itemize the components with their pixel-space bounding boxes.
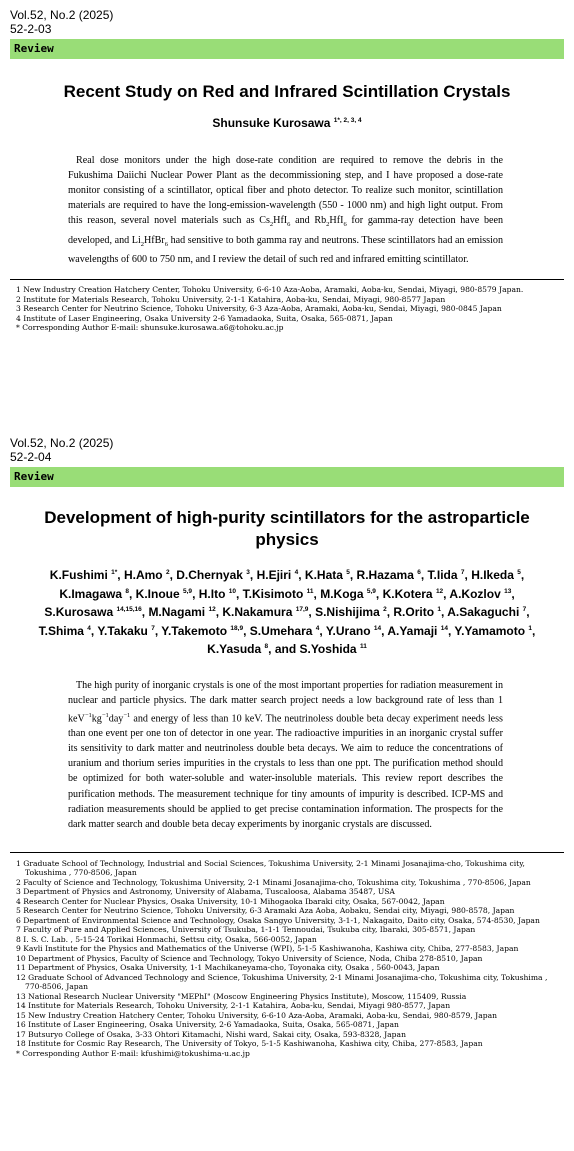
author-name: K.Fushimi (49, 568, 112, 582)
author-name: A.Sakaguchi (447, 605, 523, 619)
author-name: T.Iida (427, 568, 461, 582)
affiliation: 3 Research Center for Neutrino Science, Tohoku University, 6-3 Aza-Aoba, Aramaki, Aoba-ku, Sendai, Miyagi, 980-0845 Japan (16, 304, 502, 314)
author-affiliation-marks: 14 (440, 624, 448, 632)
author-name: H.Ikeda (471, 568, 518, 582)
author-name: S.Yoshida (299, 642, 360, 656)
affiliation: 7 Faculty of Pure and Applied Sciences, University of Tsukuba, 1-1-1 Tennoudai, Tsukuba city, Ibaraki, 305-8571, Japan (16, 925, 476, 935)
article-title: Development of high-purity scintillators for the astroparticle physics (44, 508, 530, 549)
article-1 (0, 8, 574, 333)
author-separator: , (268, 642, 275, 656)
author-separator: , (313, 586, 321, 601)
article-code: 52-2-03 (10, 22, 52, 36)
author-name: T.Shima (38, 623, 88, 638)
author-separator: , (447, 623, 455, 638)
divider (10, 852, 564, 853)
author-separator: , (349, 568, 357, 582)
author-affiliation-marks: 4 (294, 569, 299, 576)
author-affiliation-marks: 4 (87, 624, 91, 632)
abstract: Real dose monitors under the high dose-rate condition are required to remove the debris in the Fukushima Daiichi Nuclear Power Plant as the decommissioning step, and I have proposed a dose-rate monitor consisting of a scintillator, optical fiber and photo detector. To realize such monitor, scintillation materials are required to have the long-emission-wavelength (550 - 1000 nm) and high light output. From this reason, several novel materials such as $Cs_2HfI_6$ and $Rb_2HfI_6$ for gamma-ray detection have been developed, and $Li_2HfBr_6$ had sensitive to both gamma ray and neutrons. These scintillators had an emission wavelengths of 600 to 750 nm, and I review the detail of such red and infrared emitting scintillator. (68, 154, 504, 265)
article-title: Recent Study on Red and Infrared Scintillation Crystals (63, 82, 511, 101)
author-affiliation-marks: 13 (504, 587, 512, 595)
category-label: Review (14, 42, 54, 55)
author-affiliation-marks: 2 (165, 569, 170, 576)
author-separator: , (511, 586, 515, 601)
author-affiliation-marks: 1 (437, 606, 442, 613)
author-name: D.Chernyak (176, 568, 247, 582)
author-name: K.Imagawa (59, 586, 126, 601)
author-separator: , (464, 568, 472, 582)
author-affiliation-marks: 17,9 (295, 606, 309, 613)
author-separator: , (169, 568, 177, 582)
author-separator: , (319, 623, 326, 638)
author-name: H.Amo (123, 568, 166, 582)
author-affiliation-marks: 8 (125, 587, 129, 595)
author-name: S.Nishijima (315, 605, 384, 619)
author-separator: , (386, 605, 394, 619)
volume-label: Vol.52, No.2 (2025) (10, 8, 114, 22)
author-separator: , (308, 605, 316, 619)
author-affiliation-marks: 5 (346, 569, 350, 576)
author-separator: , (520, 568, 525, 582)
author-name: M.Nagami (148, 605, 209, 619)
author-name: K.Yasuda (207, 642, 265, 656)
affiliation: 2 Institute for Materials Research, Tohoku University, 2-1-1 Katahira, Aoba-ku, Sendai, Miyagi, 980-8577 Japan (16, 294, 446, 304)
affiliation: 10 Department of Physics, Faculty of Science and Technology, Tokyo University of Science, Noda, Chiba 278-8510, Japan (16, 953, 483, 963)
author-affiliation-marks: 5,9 (183, 587, 193, 595)
author-name: S.Umehara (249, 623, 316, 638)
author-affiliation-marks: 7 (460, 569, 465, 576)
affiliation: 15 New Industry Creation Hatchery Center, Tohoku University, 6-6-10 Aza-Aoba, Aramaki, Aoba-ku, Sendai, 980-8579, Japan (16, 1010, 498, 1020)
author-affiliation-marks: 7 (522, 606, 527, 613)
article-code: 52-2-04 (10, 450, 52, 464)
author-name: R.Hazama (356, 568, 418, 582)
author-name: Shunsuke Kurosawa (212, 116, 331, 130)
author-name: M.Koga (320, 586, 367, 601)
author-separator: , (249, 568, 257, 582)
affiliation: 4 Institute of Laser Engineering, Osaka University 2-6 Yamadaoka, Suita, Osaka, 565-0871, Japan (16, 313, 393, 323)
author-name: H.Ejiri (256, 568, 295, 582)
affiliation: 8 I. S. C. Lab. , 5-15-24 Torikai Honmachi, Settsu city, Osaka, 566-0052, Japan (16, 934, 317, 944)
author-name: Y.Urano (325, 623, 374, 638)
author-affiliation-marks: 12 (435, 587, 444, 595)
affiliation: 6 Department of Environmental Science and Technology, Osaka Sangyo University, 3-1-1, Nakagaito, Daito city, Osaka, 574-8530, Japan (16, 915, 540, 925)
author-and: and (274, 642, 300, 656)
author-affiliation-marks: 14,15,16 (116, 606, 142, 613)
author-affiliation-marks: 12 (208, 606, 216, 613)
affiliation: 16 Institute of Laser Engineering, Osaka University, 2-6 Yamadaoka, Suita, Osaka, 565-0871, Japan (16, 1020, 399, 1030)
affiliation: 11 Department of Physics, Osaka University, 1-1 Machikaneyama-cho, Toyonaka city, Osaka , 560-0043, Japan (16, 963, 440, 973)
author-separator: , (443, 586, 450, 601)
author-separator: , (154, 623, 162, 638)
article-2 (0, 436, 574, 1058)
author-affiliation-marks: 14 (373, 624, 382, 632)
author-affiliation-marks: 10 (228, 587, 236, 595)
author-separator: , (235, 586, 243, 601)
author-name: Y.Takemoto (161, 623, 231, 638)
author-affiliation-marks: 6 (417, 569, 421, 576)
author-name: A.Kozlov (449, 586, 505, 601)
author-separator: , (526, 605, 530, 619)
author-affiliation-marks: 7 (151, 624, 155, 632)
author-affiliation-marks: 5,9 (366, 587, 376, 595)
corresponding-author: * Corresponding Author E-mail: shunsuke.kurosawa.a6@tohoku.ac.jp (16, 323, 284, 333)
abstract: The high purity of inorganic crystals is one of the most important properties for radiation measurement in nuclear and particle physics. The dark matter search project needs a low background rate of less than 1 $keV^{-1}kg^{-1}day^{-1}$ and energy of less than 10 keV. The neutrinoless double beta decay experiment needs less than one event per one ton of detector in one year. The radioactive impurities in an inorganic crystal suffer its sensitivity to dark matter and neutrinoless double beta decays. We aim to reduce the concentrations of uranium and thorium series impurities in the crystals to less than one ppt. The purification method should be optimized for both water-soluble and water-insoluble materials. This review report describes the purification methods. The measurement technique for tiny amounts of impurity is described. ICP-MS and radiation measurements should be applied to get precise contamination information. The prospects for the dark matter search and double beta decay experiments by inorganic crystals are discussed. (68, 679, 503, 830)
author-name: S.Kurosawa (44, 605, 117, 619)
author-separator: , (117, 568, 124, 582)
author-name: K.Hata (304, 568, 347, 582)
author-affiliation-marks: 11 (359, 643, 367, 650)
author-affiliation-marks: 5 (517, 569, 521, 576)
corresponding-author: * Corresponding Author E-mail: kfushimi@tokushima-u.ac.jp (16, 1048, 250, 1058)
category-bar (10, 467, 564, 487)
author-name: Y.Takaku (97, 623, 152, 638)
affiliation: 9 Kavli Institute for the Physics and Mathematics of the Universe (WPI), 5-1-5 Kashiwanoha, Kashiwa city, Chiba, 277-8583, Japan (16, 944, 519, 954)
author-name: K.Inoue (135, 586, 184, 601)
author-affiliation-marks: 1* (111, 569, 118, 576)
affiliation: 2 Faculty of Science and Technology, Tokushima University, 2-1 Minami Josanajima-cho, Tokushima city, Tokushima , 770-8506, Japan (16, 877, 531, 887)
affiliation: 14 Institute for Materials Research, Tohoku University, 2-1-1 Katahira, Aoba-ku, Sendai, Miyagi 980-8577, Japan (16, 1001, 451, 1011)
affiliation: 4 Research Center for Nuclear Physics, Osaka University, 10-1 Mihogaoka Ibaraki city, Osaka, 567-0042, Japan (16, 896, 445, 906)
author-separator: , (298, 568, 305, 582)
category-label: Review (14, 470, 54, 483)
author-name: H.Ito (198, 586, 229, 601)
category-bar (10, 39, 564, 59)
author-separator: , (532, 623, 536, 638)
author-separator: , (375, 586, 383, 601)
author-affiliation-marks: 8 (264, 643, 269, 650)
author-affiliation-marks: 1 (528, 624, 533, 632)
author-separator: , (192, 586, 199, 601)
author-name: K.Nakamura (222, 605, 296, 619)
affiliation: 5 Research Center for Neutrino Science, Tohoku University, 6-3 Aramaki Aza Aoba, Aobaku, Sendai city, Miyagi, 980-8578, Japan (16, 906, 515, 916)
affiliation: 12 Graduate School of Advanced Technology and Science, Tokushima University, 2-1 Minami Josanajima-cho, Tokushima city, Tokushima , 770-8506, Japan (16, 972, 548, 992)
affiliation-list (16, 285, 564, 333)
author-affiliation-marks: 3 (246, 569, 250, 576)
author-separator: , (420, 568, 428, 582)
divider (10, 279, 564, 280)
author-separator: , (381, 623, 388, 638)
author-affiliation-marks: 2 (383, 606, 387, 613)
affiliation: 13 National Research Nuclear University "MEPhI" (Moscow Engineering Physics Institute), Moscow, 115409, Russia (16, 991, 467, 1001)
author-separator: , (129, 586, 136, 601)
author-line (24, 113, 550, 132)
affiliation-list (16, 859, 564, 1059)
author-list (24, 565, 550, 658)
author-separator: , (215, 605, 223, 619)
author-affiliation-marks: 18,9 (230, 624, 244, 632)
affiliation: 18 Institute for Cosmic Ray Research, The University of Tokyo, 5-1-5 Kashiwanoha, Kashiwa city, Chiba, 277-8583, Japan (16, 1039, 483, 1049)
author-name: A.Yamaji (387, 623, 441, 638)
author-affiliation-marks: 4 (315, 624, 320, 632)
author-name: K.Kotera (382, 586, 436, 601)
affiliation: 17 Butsuryo College of Osaka, 3-33 Ohtori Kitamachi, Nishi ward, Sakai city, Osaka, 593-8328, Japan (16, 1029, 406, 1039)
author-affiliation-marks: 1*, 2, 3, 4 (333, 117, 362, 124)
author-separator: , (243, 623, 250, 638)
author-name: R.Orito (393, 605, 438, 619)
affiliation: 3 Department of Physics and Astronomy, University of Alabama, Tuscaloosa, Alabama 35487, USA (16, 887, 395, 897)
author-name: T.Kisimoto (242, 586, 307, 601)
author-separator: , (441, 605, 448, 619)
affiliation: 1 Graduate School of Technology, Industrial and Social Sciences, Tokushima University, 2-1 Minami Josanajima-cho, Tokushima city, Tokushima , 770-8506, Japan (16, 858, 525, 878)
author-separator: , (90, 623, 98, 638)
author-affiliation-marks: 11 (306, 587, 314, 595)
volume-label: Vol.52, No.2 (2025) (10, 436, 114, 450)
author-name: Y.Yamamoto (454, 623, 529, 638)
author-separator: , (141, 605, 149, 619)
affiliation: 1 New Industry Creation Hatchery Center, Tohoku University, 6-6-10 Aza-Aoba, Aramaki, Aoba-ku, Sendai, Miyagi, 980-8579 Japan. (16, 284, 524, 294)
